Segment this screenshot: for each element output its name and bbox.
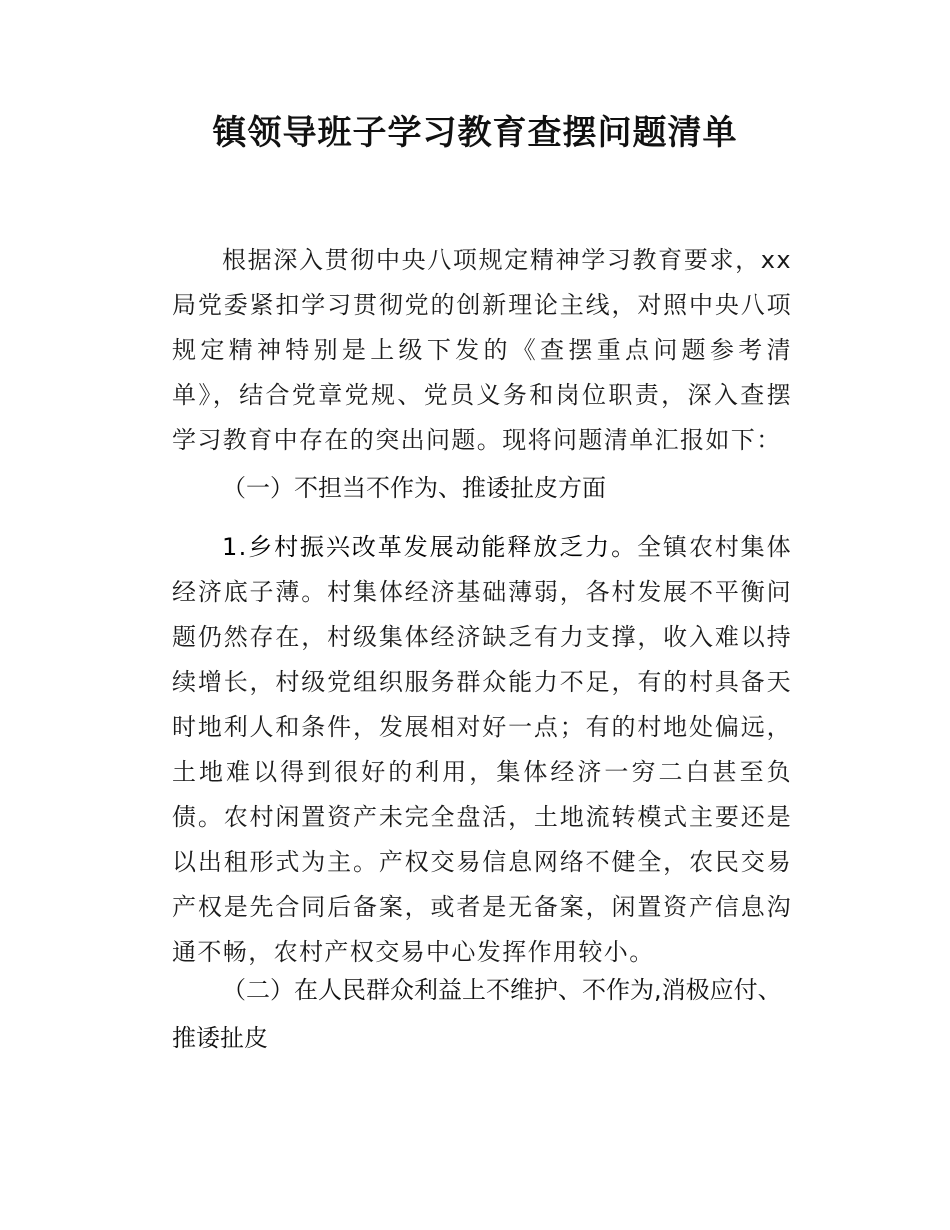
item-1-paragraph: [172, 525, 792, 975]
section-heading-1: （一）不担当不作为、推诿扯皮方面: [222, 474, 606, 502]
document-title: 镇领导班子学习教育查摆问题清单: [212, 113, 738, 153]
section-heading-2: （二）在人民群众利益上不维护、不作为,消极应付、推诿扯皮: [172, 976, 782, 1052]
item-1-body: 全镇农村集体经济底子薄。村集体经济基础薄弱，各村发展不平衡问题仍然存在，村级集体经济缺乏有力支撑，收入难以持续增长，村级党组织服务群众能力不足，有的村具备天时地利人和条件，发展相对好一点；有的村地处偏远，土地难以得到很好的利用，集体经济一穷二白甚至负债。农村闲置资产未完全盘活，土地流转模式主要还是以出租形式为主。产权交易信息网络不健全，农民交易产权是先合同后备案，或者是无备案，闲置资产信息沟通不畅，农村产权交易中心发挥作用较小。: [172, 533, 792, 966]
intro-paragraph: 根据深入贯彻中央八项规定精神学习教育要求，xx局党委紧扣学习贯彻党的创新理论主线，对照中央八项规定精神特别是上级下发的《查摆重点问题参考清单》，结合党章党规、党员义务和岗位职责，深入查摆学习教育中存在的突出问题。现将问题清单汇报如下：: [172, 246, 792, 454]
item-1-lead: 1.乡村振兴改革发展动能释放乏力。: [222, 533, 637, 561]
